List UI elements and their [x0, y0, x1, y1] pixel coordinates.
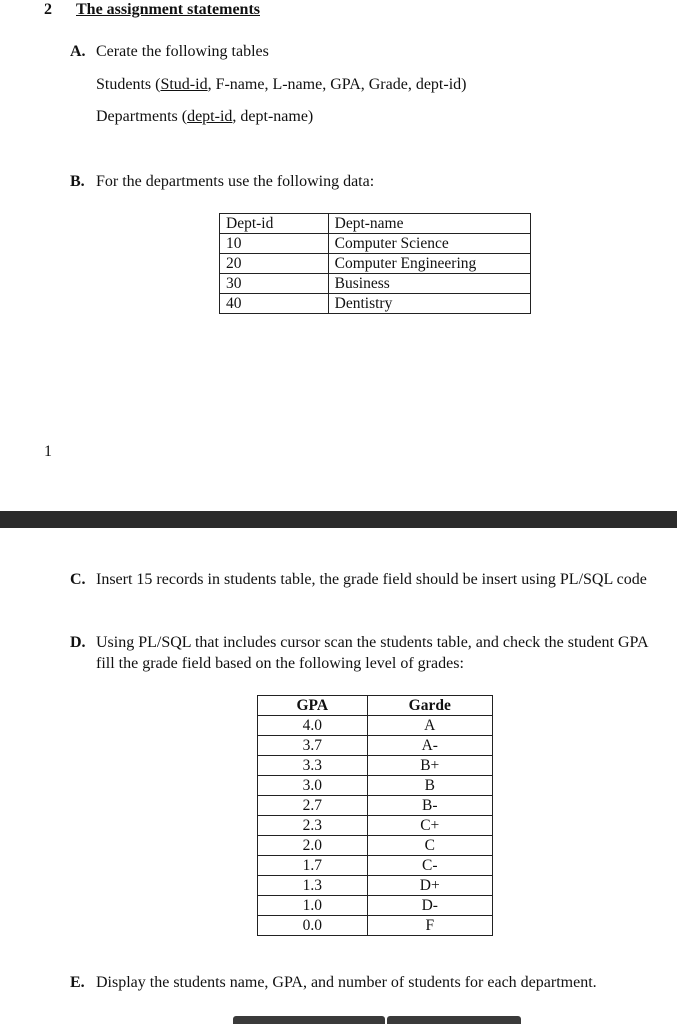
gpa-cell: 4.0	[258, 716, 368, 736]
grades-table	[257, 695, 493, 936]
departments-key: dept-id	[187, 108, 233, 125]
students-prefix: Students (	[96, 76, 161, 93]
section-number: 2	[44, 1, 52, 18]
table-row	[220, 294, 531, 314]
grade-cell: D-	[367, 896, 492, 916]
grade-cell: B+	[367, 756, 492, 776]
table-row	[220, 274, 531, 294]
gpa-cell: 2.7	[258, 796, 368, 816]
bottom-toolbar-right[interactable]	[387, 1016, 521, 1024]
dept-id-cell: 10	[220, 234, 329, 254]
item-b-label: B.	[70, 173, 85, 190]
table-row	[258, 716, 493, 736]
students-schema	[96, 75, 466, 95]
departments-schema	[96, 107, 313, 127]
gpa-cell: 3.3	[258, 756, 368, 776]
departments-table	[219, 213, 531, 314]
header-cell: Dept-id	[220, 214, 329, 234]
gpa-cell: 1.7	[258, 856, 368, 876]
grade-cell: A	[367, 716, 492, 736]
item-e-label: E.	[70, 974, 85, 991]
grade-cell: D+	[367, 876, 492, 896]
item-a-label: A.	[70, 43, 86, 60]
grade-cell: C+	[367, 816, 492, 836]
students-rest: , F-name, L-name, GPA, Grade, dept-id)	[207, 76, 467, 93]
item-b-text: For the departments use the following data:	[96, 173, 375, 190]
grade-cell: A-	[367, 736, 492, 756]
table-row	[220, 254, 531, 274]
table-row	[258, 816, 493, 836]
table-row	[258, 736, 493, 756]
table-row	[258, 916, 493, 936]
grade-cell: B-	[367, 796, 492, 816]
gpa-cell: 3.0	[258, 776, 368, 796]
page-separator-bar	[0, 511, 677, 528]
item-d-text-line1: Using PL/SQL that includes cursor scan the students table, and check the student GPA	[96, 634, 649, 651]
item-a-text: Cerate the following tables	[96, 43, 269, 60]
header-cell: Dept-name	[328, 214, 530, 234]
table-header-row	[258, 696, 493, 716]
gpa-cell: 1.3	[258, 876, 368, 896]
item-c-label: C.	[70, 571, 86, 588]
gpa-cell: 2.3	[258, 816, 368, 836]
dept-id-cell: 40	[220, 294, 329, 314]
table-row	[258, 836, 493, 856]
item-e-text: Display the students name, GPA, and number of students for each department.	[96, 974, 597, 991]
grade-cell: F	[367, 916, 492, 936]
dept-name-cell: Dentistry	[328, 294, 530, 314]
item-c-text: Insert 15 records in students table, the grade field should be insert using PL/SQL code	[96, 571, 647, 588]
bottom-toolbar-left[interactable]	[233, 1016, 385, 1024]
students-key: Stud-id	[160, 76, 208, 93]
table-header-row	[220, 214, 531, 234]
gpa-cell: 3.7	[258, 736, 368, 756]
dept-id-cell: 30	[220, 274, 329, 294]
table-row	[220, 234, 531, 254]
grade-cell: C-	[367, 856, 492, 876]
table-row	[258, 776, 493, 796]
departments-prefix: Departments (	[96, 108, 188, 125]
dept-name-cell: Business	[328, 274, 530, 294]
dept-id-cell: 20	[220, 254, 329, 274]
table-row	[258, 796, 493, 816]
header-cell: Garde	[367, 696, 492, 716]
table-row	[258, 756, 493, 776]
item-d-label: D.	[70, 634, 86, 651]
margin-line-number: 1	[44, 443, 52, 460]
grade-cell: C	[367, 836, 492, 856]
table-row	[258, 856, 493, 876]
gpa-cell: 1.0	[258, 896, 368, 916]
header-cell: GPA	[258, 696, 368, 716]
section-title: The assignment statements	[76, 1, 260, 18]
grade-cell: B	[367, 776, 492, 796]
gpa-cell: 0.0	[258, 916, 368, 936]
dept-name-cell: Computer Science	[328, 234, 530, 254]
gpa-cell: 2.0	[258, 836, 368, 856]
table-row	[258, 896, 493, 916]
table-row	[258, 876, 493, 896]
departments-rest: , dept-name)	[232, 108, 314, 125]
item-d-text-line2: fill the grade field based on the following level of grades:	[96, 655, 464, 672]
dept-name-cell: Computer Engineering	[328, 254, 530, 274]
